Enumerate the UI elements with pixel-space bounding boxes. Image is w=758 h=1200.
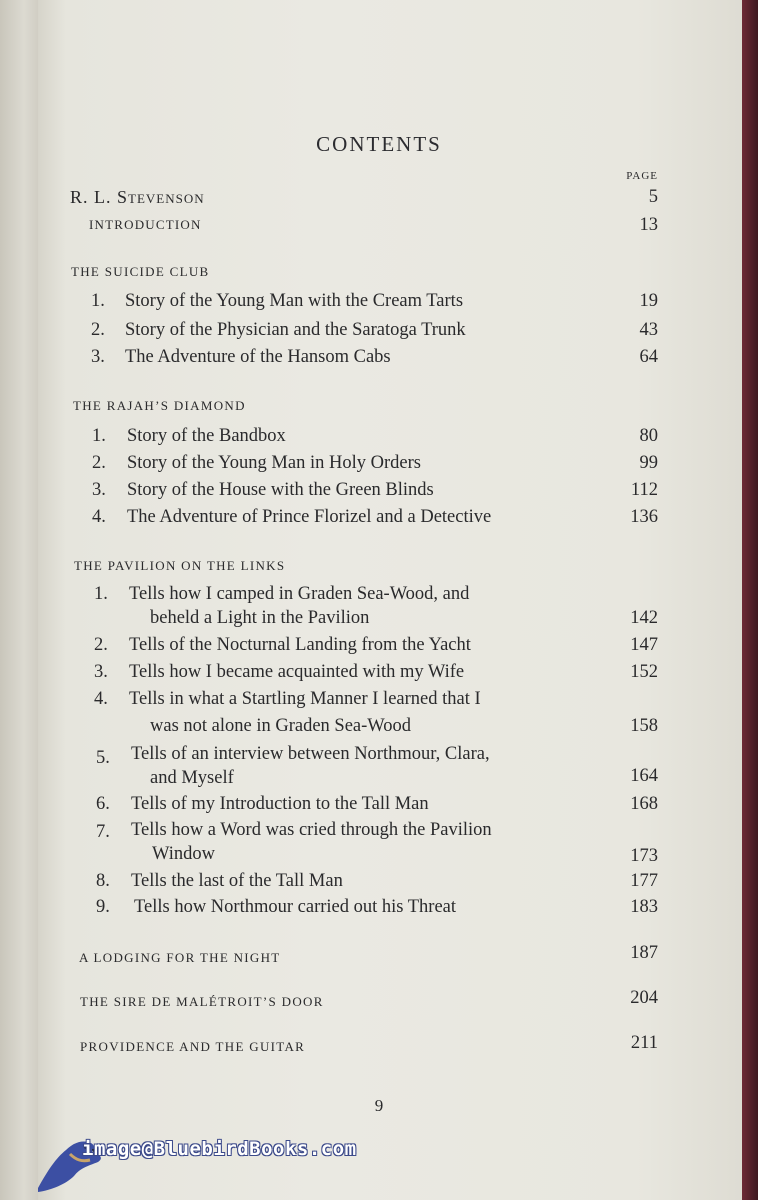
page-number: 9 bbox=[374, 1096, 384, 1115]
toc-entry-page: 142 bbox=[630, 608, 658, 628]
toc-entry-number: 4. bbox=[92, 507, 106, 527]
toc-entry-page: 19 bbox=[639, 291, 658, 311]
toc-entry-label: Story of the Physician and the Saratoga Trunk bbox=[125, 320, 466, 340]
toc-entry-number: 7. bbox=[96, 822, 110, 842]
toc-entry-label: INTRODUCTION bbox=[89, 217, 202, 232]
toc-entry-page: 136 bbox=[630, 507, 658, 527]
toc-entry bbox=[0, 743, 758, 791]
toc-entry-number: 2. bbox=[92, 453, 106, 473]
toc-entry-label: Story of the Young Man with the Cream Tarts bbox=[125, 291, 464, 311]
toc-entry-label: The Adventure of Prince Florizel and a Detective bbox=[127, 507, 492, 527]
section-heading: THE SUICIDE CLUB bbox=[71, 264, 210, 279]
toc-entry-label-continued: Window bbox=[152, 844, 215, 864]
toc-entry-number: 2. bbox=[91, 320, 105, 340]
toc-entry-label: Tells how a Word was cried through the Pavilion bbox=[131, 820, 492, 840]
toc-entry-page: 43 bbox=[639, 320, 658, 340]
toc-entry-label: Tells in what a Startling Manner I learned that I bbox=[129, 689, 481, 709]
toc-entry-number: 2. bbox=[94, 635, 108, 655]
toc-entry-page: 147 bbox=[630, 635, 658, 655]
toc-entry-number: 5. bbox=[96, 748, 110, 768]
toc-entry-label: Tells of the Nocturnal Landing from the Yacht bbox=[129, 635, 471, 655]
toc-entry-page: 204 bbox=[630, 988, 658, 1008]
toc-entry-label: Story of the House with the Green Blinds bbox=[127, 480, 434, 500]
toc-entry-page: 211 bbox=[630, 1033, 658, 1053]
toc-entry-page: 183 bbox=[630, 897, 658, 917]
toc-entry-label: Tells the last of the Tall Man bbox=[131, 871, 343, 891]
toc-entry-page: 99 bbox=[639, 453, 658, 473]
toc-entry-number: 1. bbox=[91, 291, 105, 311]
toc-entry-label: Story of the Young Man in Holy Orders bbox=[127, 453, 421, 473]
toc-entry-label: Tells of an interview between Northmour, Clara, bbox=[131, 744, 490, 764]
section-heading: THE PAVILION ON THE LINKS bbox=[74, 558, 286, 573]
toc-entry-page: 177 bbox=[630, 871, 658, 891]
toc-entry-label: THE SIRE DE MALÉTROIT’S DOOR bbox=[80, 994, 324, 1009]
page-title: CONTENTS bbox=[316, 132, 442, 156]
toc-entry-label: Tells of my Introduction to the Tall Man bbox=[131, 794, 429, 814]
toc-entry bbox=[0, 583, 758, 631]
toc-entry-page: 152 bbox=[630, 662, 658, 682]
page-column-heading: PAGE bbox=[626, 170, 658, 182]
toc-entry-label: A LODGING FOR THE NIGHT bbox=[79, 950, 281, 965]
toc-entry-number: 1. bbox=[92, 426, 106, 446]
toc-entry-page: 173 bbox=[630, 846, 658, 866]
toc-entry-label: R. L. Stevenson bbox=[70, 187, 205, 207]
toc-entry-label: Story of the Bandbox bbox=[127, 426, 286, 446]
toc-entry-page: 168 bbox=[630, 794, 658, 814]
toc-entry-page: 158 bbox=[630, 716, 658, 736]
toc-entry-label: Tells how I camped in Graden Sea-Wood, and bbox=[129, 584, 470, 604]
toc-entry-number: 3. bbox=[94, 662, 108, 682]
toc-entry-page: 13 bbox=[639, 215, 658, 235]
toc-entry-page: 80 bbox=[639, 426, 658, 446]
toc-entry-label-continued: beheld a Light in the Pavilion bbox=[150, 608, 370, 628]
toc-entry-page: 164 bbox=[630, 766, 658, 786]
toc-entry-label: The Adventure of the Hansom Cabs bbox=[125, 347, 391, 367]
toc-entry-number: 8. bbox=[96, 871, 110, 891]
toc-entry-label-continued: and Myself bbox=[150, 768, 234, 788]
section-heading: THE RAJAH’S DIAMOND bbox=[73, 398, 246, 413]
toc-entry-page: 64 bbox=[639, 347, 658, 367]
toc-entry-label: Tells how Northmour carried out his Threat bbox=[134, 897, 457, 917]
toc-entry-number: 6. bbox=[96, 794, 110, 814]
toc-entry-label: PROVIDENCE AND THE GUITAR bbox=[80, 1039, 306, 1054]
toc-entry-page: 112 bbox=[630, 480, 658, 500]
toc-entry-number: 9. bbox=[96, 897, 110, 917]
toc-entry bbox=[0, 819, 758, 867]
toc-entry-label: Tells how I became acquainted with my Wife bbox=[129, 662, 465, 682]
watermark-text: image@BluebirdBooks.com bbox=[82, 1138, 357, 1160]
toc-entry-number: 1. bbox=[94, 584, 108, 604]
toc-entry-page: 5 bbox=[648, 187, 658, 207]
toc-entry-number: 3. bbox=[92, 480, 106, 500]
toc-entry bbox=[0, 688, 758, 738]
toc-entry-label-continued: was not alone in Graden Sea-Wood bbox=[150, 716, 412, 736]
toc-entry-page: 187 bbox=[630, 943, 658, 963]
toc-entry-number: 3. bbox=[91, 347, 105, 367]
toc-entry-number: 4. bbox=[94, 689, 108, 709]
